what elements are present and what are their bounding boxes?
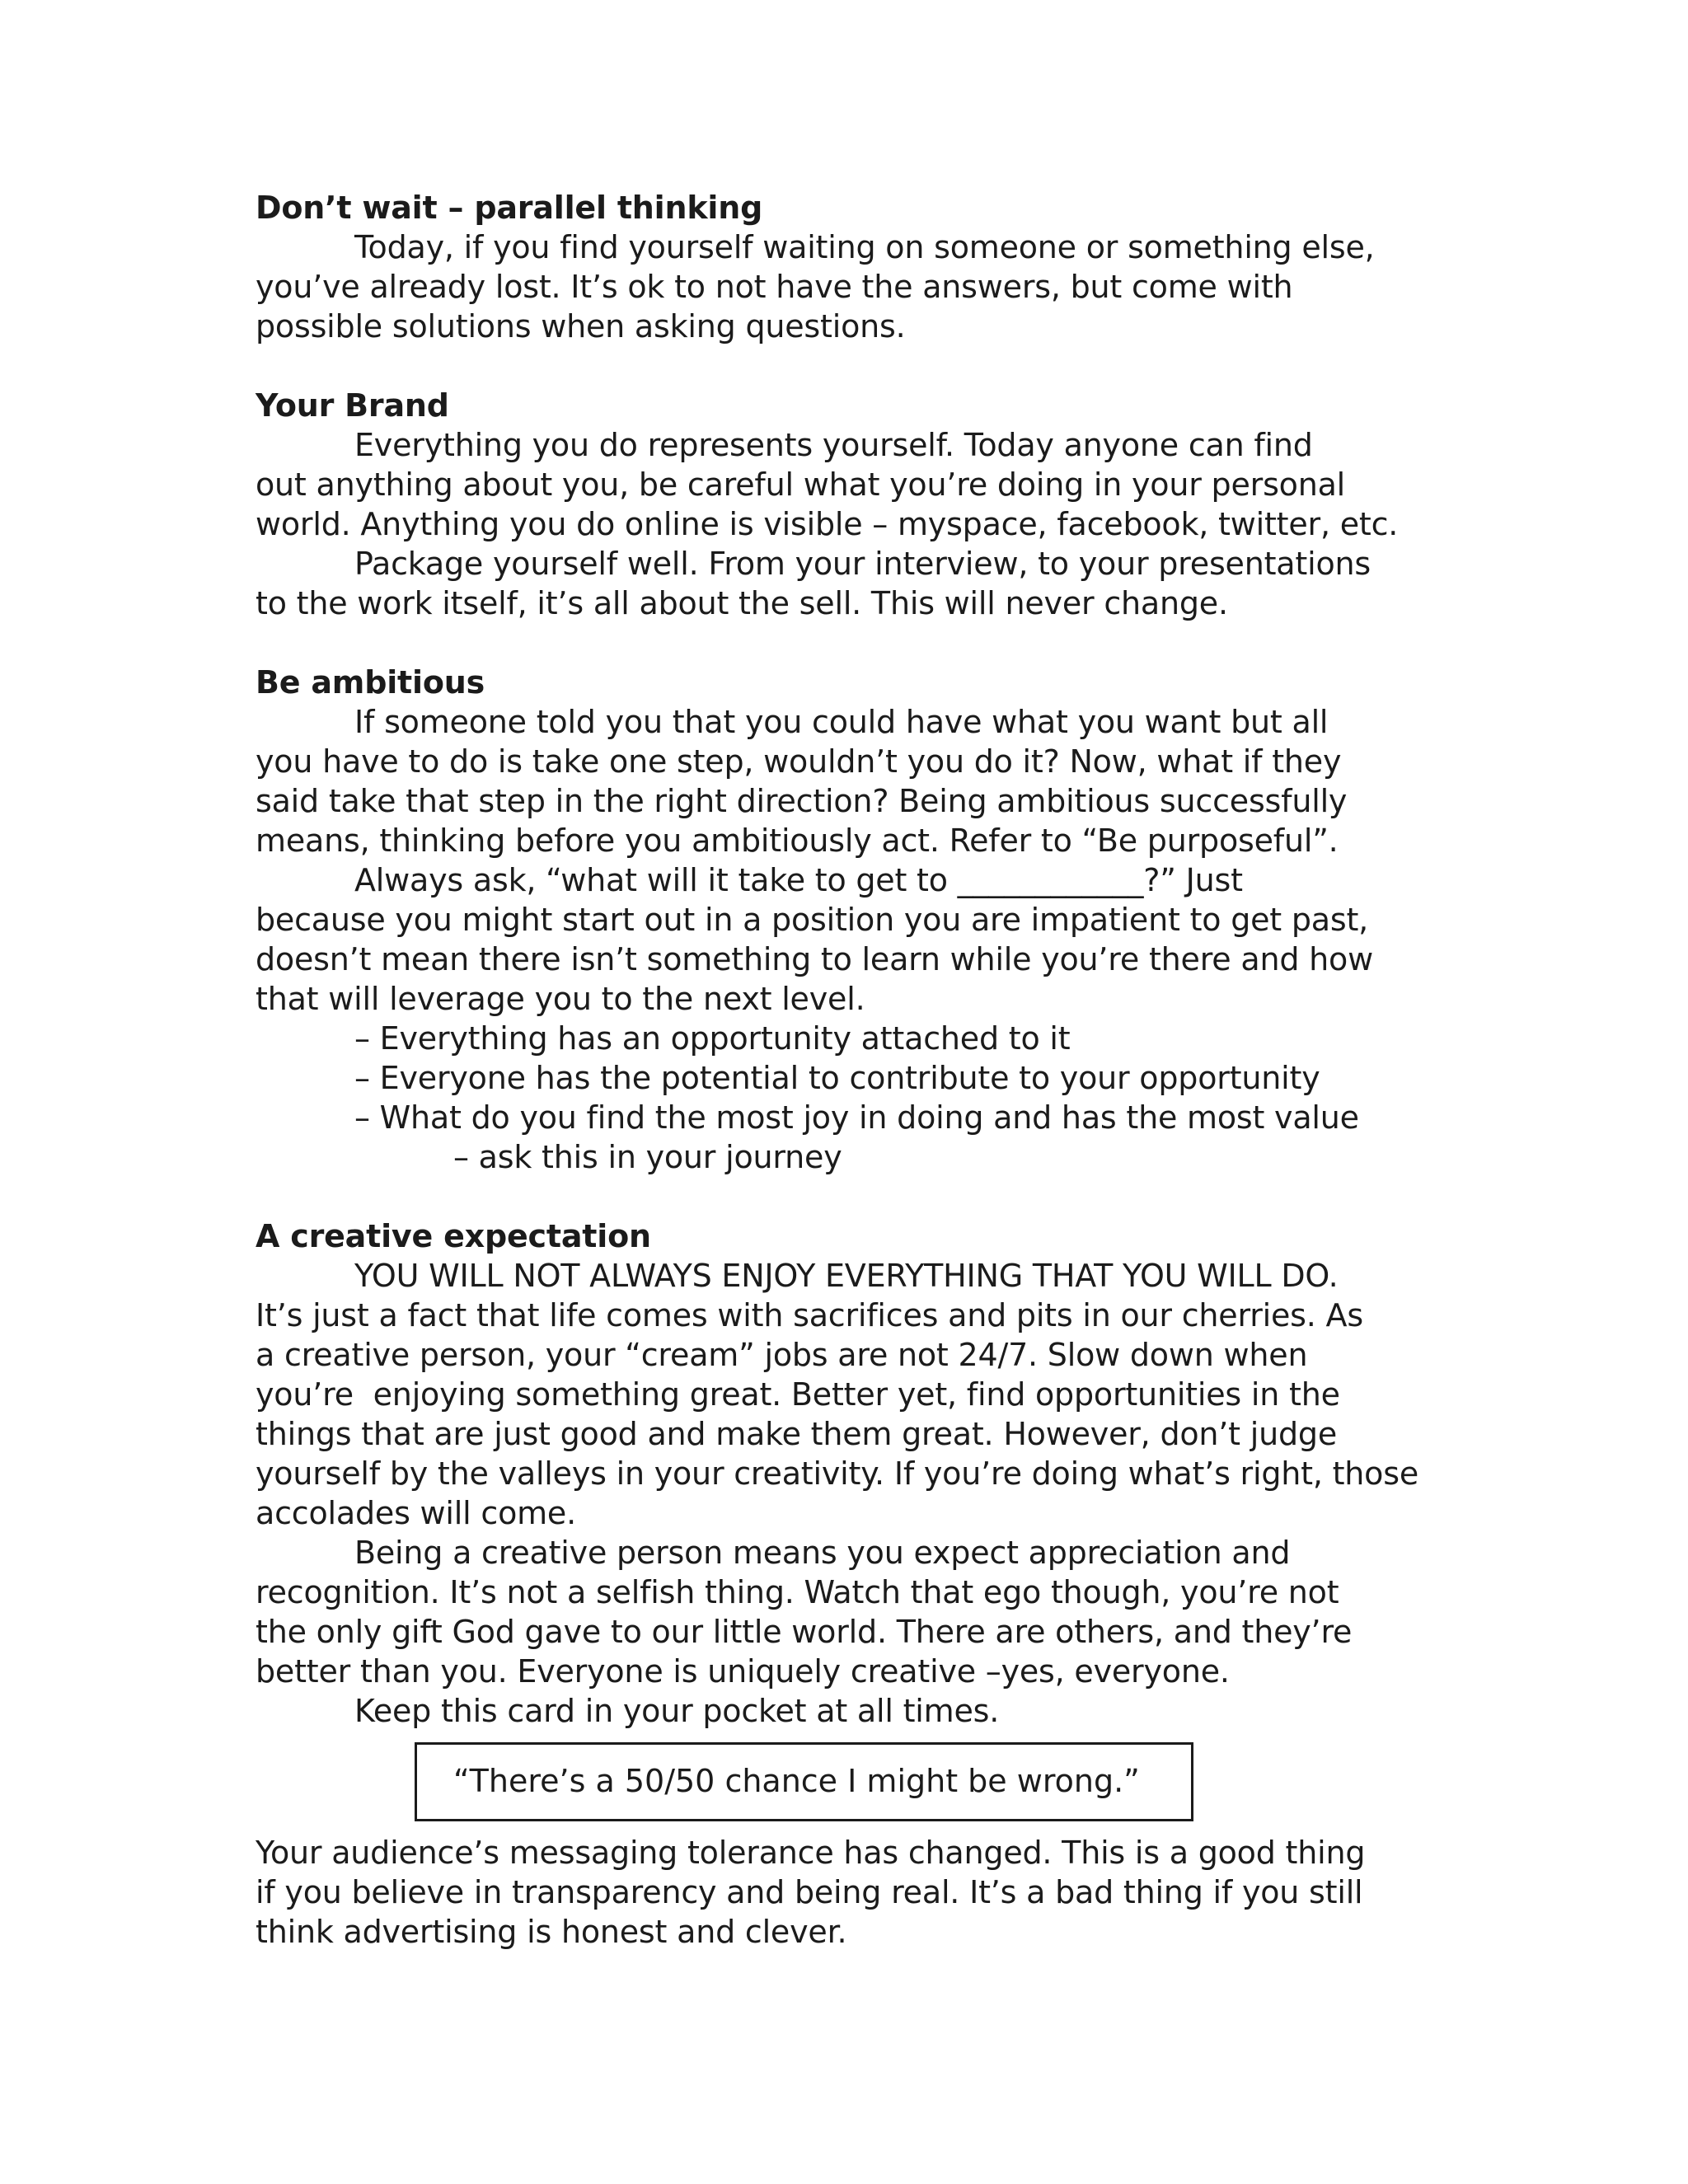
paragraph-line: Keep this card in your pocket at all times. xyxy=(354,1693,1000,1729)
document-page xyxy=(256,188,1426,1952)
paragraph-line: a creative person, your “cream” jobs are not 24/7. Slow down when xyxy=(256,1337,1308,1373)
paragraph-line: said take that step in the right direction? Being ambitious successfully xyxy=(256,783,1348,819)
paragraph-line: you’ve already lost. It’s ok to not have the answers, but come with xyxy=(256,269,1293,305)
paragraph-line: you’re enjoying something great. Better yet, find opportunities in the xyxy=(256,1376,1340,1413)
paragraph-line: think advertising is honest and clever. xyxy=(256,1914,847,1950)
closing-paragraph xyxy=(256,1833,1426,1952)
paragraph-line: Package yourself well. From your interview, to your presentations xyxy=(354,546,1371,582)
paragraph-line: out anything about you, be careful what you’re doing in your personal xyxy=(256,466,1346,503)
section-be-ambitious xyxy=(256,663,1426,1177)
quote-card-text: “There’s a 50/50 chance I might be wrong.” xyxy=(453,1763,1140,1799)
paragraph-line: the only gift God gave to our little world. There are others, and they’re xyxy=(256,1614,1353,1650)
paragraph-line: It’s just a fact that life comes with sacrifices and pits in our cherries. As xyxy=(256,1297,1363,1333)
paragraph-line: possible solutions when asking questions. xyxy=(256,308,906,344)
paragraph-line: Your audience’s messaging tolerance has changed. This is a good thing xyxy=(256,1835,1366,1871)
paragraph-line: if you believe in transparency and being real. It’s a bad thing if you still xyxy=(256,1874,1363,1910)
quote-card xyxy=(415,1742,1193,1821)
paragraph-line: to the work itself, it’s all about the sell. This will never change. xyxy=(256,585,1228,621)
paragraph-line: doesn’t mean there isn’t something to learn while you’re there and how xyxy=(256,941,1373,977)
paragraph-line: YOU WILL NOT ALWAYS ENJOY EVERYTHING THAT YOU WILL DO. xyxy=(354,1258,1339,1294)
paragraph-line: Everything you do represents yourself. Today anyone can find xyxy=(354,427,1313,463)
bullet-item: – What do you find the most joy in doing and has the most value xyxy=(354,1099,1359,1136)
paragraph-line: means, thinking before you ambitiously act. Refer to “Be purposeful”. xyxy=(256,823,1339,859)
paragraph-line: yourself by the valleys in your creativity. If you’re doing what’s right, those xyxy=(256,1455,1418,1492)
paragraph-line: that will leverage you to the next level. xyxy=(256,981,865,1017)
section-heading: Don’t wait – parallel thinking xyxy=(256,190,763,226)
paragraph-line: because you might start out in a position you are impatient to get past, xyxy=(256,902,1369,938)
paragraph-line: things that are just good and make them great. However, don’t judge xyxy=(256,1416,1338,1452)
bullet-item: – Everything has an opportunity attached to it xyxy=(354,1020,1071,1057)
section-gap xyxy=(256,1177,1426,1216)
sub-bullet-item: – ask this in your journey xyxy=(453,1139,842,1175)
paragraph-line: If someone told you that you could have what you want but all xyxy=(354,704,1329,740)
paragraph-line: Today, if you find yourself waiting on someone or something else, xyxy=(354,229,1375,265)
section-dont-wait xyxy=(256,188,1426,346)
paragraph-line: Always ask, “what will it take to get to ____________?” Just xyxy=(354,862,1243,898)
paragraph-line: you have to do is take one step, wouldn’t you do it? Now, what if they xyxy=(256,743,1342,780)
bullet-item: – Everyone has the potential to contribute to your opportunity xyxy=(354,1060,1320,1096)
paragraph-line: recognition. It’s not a selfish thing. Watch that ego though, you’re not xyxy=(256,1574,1339,1610)
section-your-brand xyxy=(256,386,1426,623)
paragraph-line: Being a creative person means you expect appreciation and xyxy=(354,1535,1291,1571)
section-heading: A creative expectation xyxy=(256,1218,651,1254)
section-heading: Your Brand xyxy=(256,387,449,424)
paragraph-line: accolades will come. xyxy=(256,1495,576,1531)
section-gap xyxy=(256,623,1426,663)
paragraph-line: world. Anything you do online is visible – myspace, facebook, twitter, etc. xyxy=(256,506,1399,542)
section-heading: Be ambitious xyxy=(256,664,485,701)
section-creative-expectation xyxy=(256,1216,1426,1731)
section-gap xyxy=(256,346,1426,386)
paragraph-line: better than you. Everyone is uniquely creative –yes, everyone. xyxy=(256,1653,1230,1690)
